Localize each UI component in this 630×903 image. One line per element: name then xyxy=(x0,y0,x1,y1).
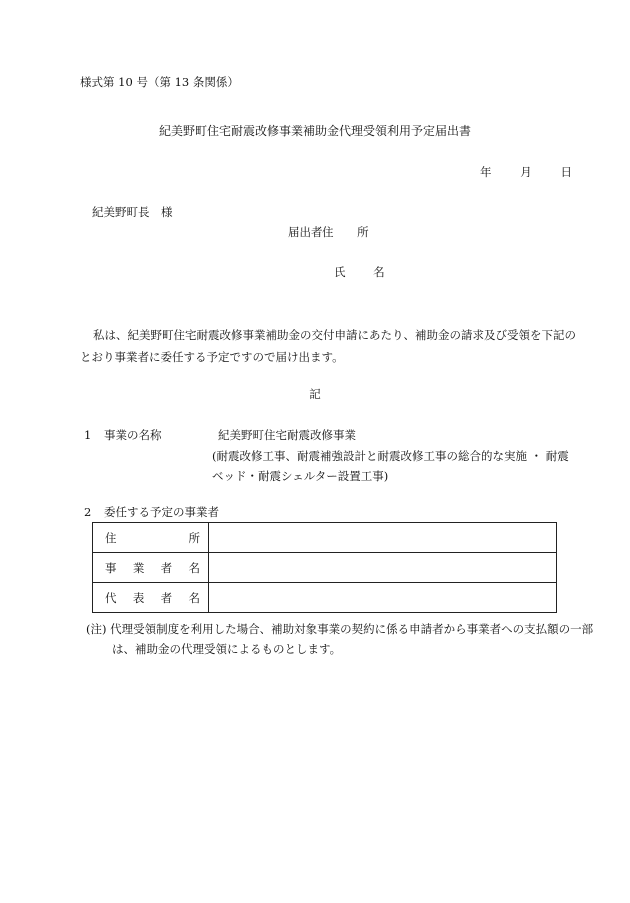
item1-number: 1 xyxy=(84,428,92,442)
item1-label: 事業の名称 xyxy=(104,428,162,442)
representative-cell-value[interactable] xyxy=(209,583,557,613)
date-line xyxy=(480,166,572,180)
table-row xyxy=(93,523,557,553)
notifier-label: 届出者 xyxy=(288,225,323,239)
footnote: (注) 代理受領制度を利用した場合、補助対象事業の契約に係る申請者から事業者への支払額の一部は、補助金の代理受領によるものとします。 xyxy=(86,622,594,656)
body-paragraph: 私は、紀美野町住宅耐震改修事業補助金の交付申請にあたり、補助金の請求及び受領を下記のとおり事業者に委任する予定ですので届け出ます。 xyxy=(80,328,576,364)
representative-cell-label: 代 表 者 名 xyxy=(93,583,209,613)
business-name-cell-value[interactable] xyxy=(209,553,557,583)
name-label: 氏 名 xyxy=(334,265,397,279)
item2-label: 委任する予定の事業者 xyxy=(104,505,219,519)
form-number: 様式第 10 号（第 13 条関係） xyxy=(80,75,239,89)
address-cell-label: 住 所 xyxy=(93,523,209,553)
address-label: 住 所 xyxy=(322,225,379,239)
ki-heading: 記 xyxy=(309,387,321,401)
address-cell-value[interactable] xyxy=(209,523,557,553)
item1-detail: (耐震改修工事、耐震補強設計と耐震改修工事の総合的な実施 ・ 耐震ベッド・耐震シェルター設置工事) xyxy=(212,449,569,483)
date-year: 年 xyxy=(480,165,492,179)
item1-value: 紀美野町住宅耐震改修事業 xyxy=(218,428,356,442)
date-month: 月 xyxy=(520,165,532,179)
document-title: 紀美野町住宅耐震改修事業補助金代理受領利用予定届出書 xyxy=(158,124,471,138)
date-day: 日 xyxy=(560,165,572,179)
item2-number: 2 xyxy=(84,505,92,519)
addressee: 紀美野町長 様 xyxy=(92,205,173,219)
agent-table xyxy=(92,522,557,613)
table-row xyxy=(93,553,557,583)
business-name-cell-label: 事 業 者 名 xyxy=(93,553,209,583)
table-row xyxy=(93,583,557,613)
